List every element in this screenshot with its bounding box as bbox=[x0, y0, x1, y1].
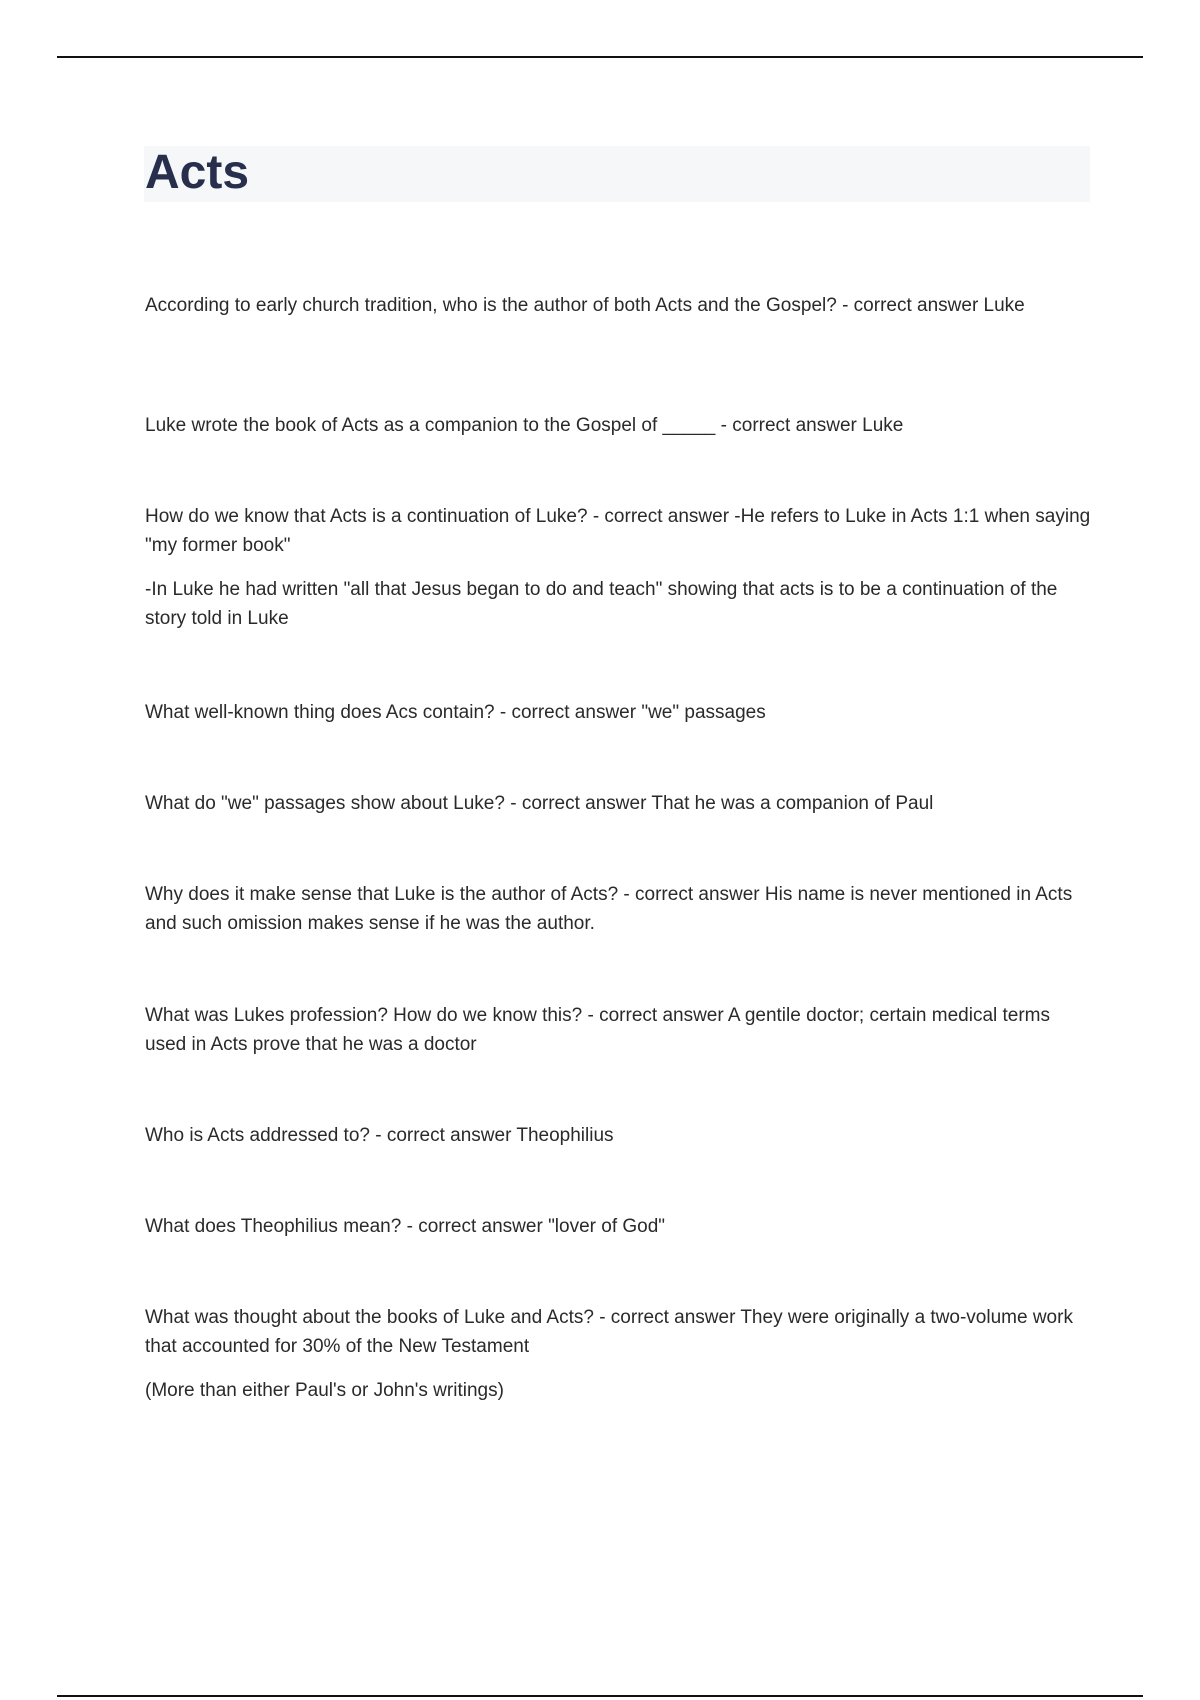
page-title: Acts bbox=[145, 146, 250, 199]
qa-text: According to early church tradition, who is the author of both Acts and the Gospel? - correct answer Luke bbox=[145, 295, 1025, 316]
title-band bbox=[144, 146, 1090, 202]
qa-item bbox=[145, 1001, 1095, 1059]
qa-text: What was thought about the books of Luke and Acts? - correct answer They were originally a two-volume work that accounted for 30% of the New Testament bbox=[145, 1307, 1073, 1357]
qa-text: What does Theophilius mean? - correct answer "lover of God" bbox=[145, 1216, 666, 1237]
qa-item bbox=[145, 1121, 1095, 1150]
qa-item bbox=[145, 880, 1095, 938]
qa-text: (More than either Paul's or John's writings) bbox=[145, 1380, 504, 1401]
qa-item bbox=[145, 291, 1095, 320]
qa-item bbox=[145, 502, 1095, 633]
qa-text: What do "we" passages show about Luke? - correct answer That he was a companion of Paul bbox=[145, 793, 934, 814]
qa-text: How do we know that Acts is a continuation of Luke? - correct answer -He refers to Luke in Acts 1:1 when saying "my former book" bbox=[145, 506, 1091, 556]
qa-item bbox=[145, 789, 1095, 818]
qa-item bbox=[145, 698, 1095, 727]
qa-text: What well-known thing does Acs contain? - correct answer "we" passages bbox=[145, 702, 766, 723]
footer-rule bbox=[57, 1695, 1143, 1697]
qa-text: Who is Acts addressed to? - correct answer Theophilius bbox=[145, 1125, 614, 1146]
qa-text: Luke wrote the book of Acts as a companion to the Gospel of _____ - correct answer Luke bbox=[145, 415, 904, 436]
qa-item bbox=[145, 1303, 1095, 1405]
qa-text: -In Luke he had written "all that Jesus began to do and teach" showing that acts is to be a continuation of the story told in Luke bbox=[145, 579, 1058, 629]
qa-item bbox=[145, 411, 1095, 440]
qa-item bbox=[145, 1212, 1095, 1241]
header-rule bbox=[57, 56, 1143, 58]
qa-text: Why does it make sense that Luke is the author of Acts? - correct answer His name is never mentioned in Acts and such omission makes sense if he was the author. bbox=[145, 884, 1073, 934]
qa-text: What was Lukes profession? How do we know this? - correct answer A gentile doctor; certain medical terms used in Acts prove that he was a doctor bbox=[145, 1005, 1051, 1055]
